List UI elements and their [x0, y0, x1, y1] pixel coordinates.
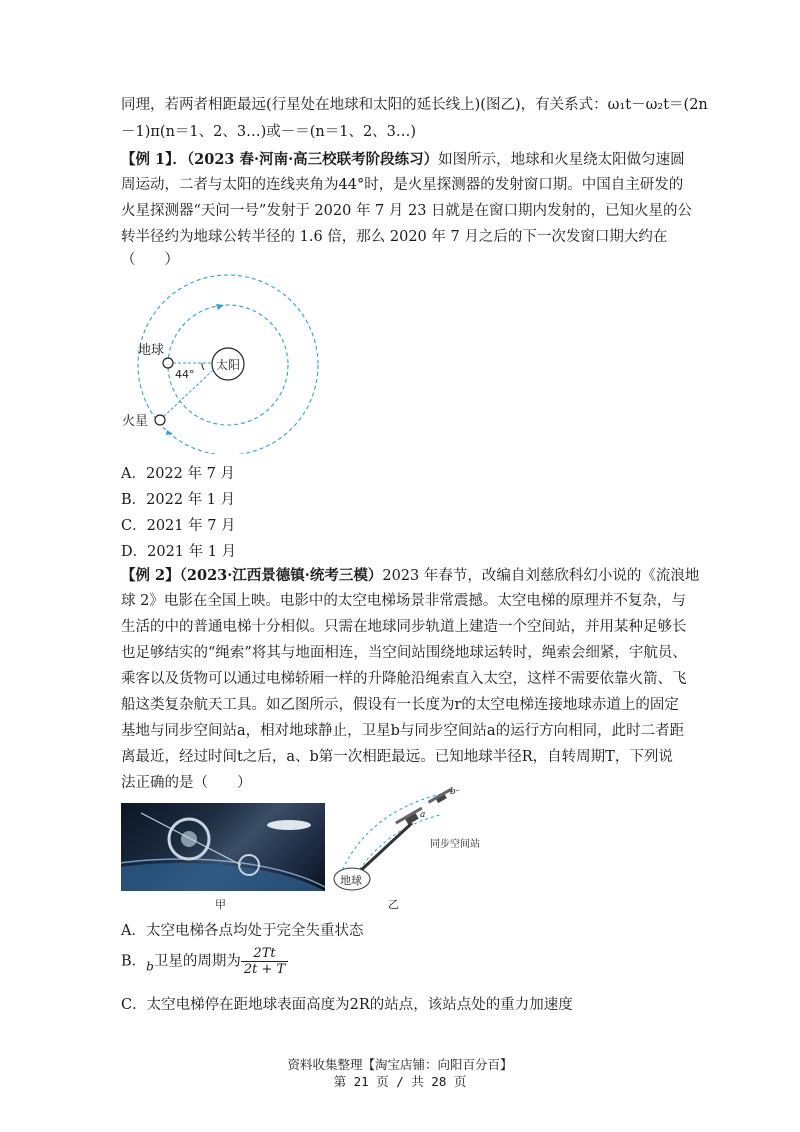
sun-label: 太阳 — [216, 358, 241, 372]
example2-option-b — [121, 946, 288, 977]
footer-source: 资料收集整理【淘宝店铺：向阳百分百】 — [287, 1057, 513, 1072]
example2-line-1 — [121, 566, 700, 586]
example1-line-2: 周运动，二者与太阳的连线夹角为44°时，是火星探测器的发射窗口期。中国自主研发的 — [121, 177, 684, 193]
option-b-text: 卫星的周期为 — [153, 953, 241, 970]
earth-orbit-arrow — [216, 304, 224, 310]
example2-line-8: 离最近，经过时间t之后，a、b第一次相距最远。已知地球半径R，自转周期T，下列说 — [121, 749, 673, 765]
mars-label: 火星 — [122, 414, 149, 429]
a-label: a — [420, 810, 426, 820]
mars-orbit-arrow — [166, 430, 173, 435]
station-label: 同步空间站 — [430, 839, 480, 850]
example2-line-6: 船这类复杂航天工具。如乙图所示，假设有一长度为r的太空电梯连接地球赤道上的固定 — [121, 697, 679, 713]
example2-option-a: A．太空电梯各点均处于完全失重状态 — [121, 923, 364, 939]
example2-tag: 【例 2】（2023·江西景德镇·统考三模） — [121, 567, 383, 584]
space-elevator-photo — [121, 803, 325, 891]
example2-line-2: 球 2》电影在全国上映。电影中的太空电梯场景非常震撼。太空电梯的原理并不复杂，与 — [121, 593, 686, 609]
example1-line-4: 转半径约为地球公转半径的 1.6 倍，那么 2020 年 7 月之后的下一次发窗口期大约在 — [121, 229, 668, 245]
example2-line-7: 基地与同步空间站a，相对地球静止，卫星b与同步空间站a的运行方向相同，此时二者距 — [121, 723, 685, 739]
station-truss — [141, 813, 241, 865]
example1-blank: （ ） — [121, 252, 179, 268]
intro-line-1: 同理，若两者相距最远(行星处在地球和太阳的延长线上)(图乙)，有关系式：ω₁t－ω₂t＝(2n — [121, 97, 708, 113]
spacecraft — [267, 820, 311, 830]
example2-line-4: 也足够结实的“绳索”将其与地面相连，当空间站围绕地球运转时，绳索会细紧，宇航员、 — [121, 645, 687, 661]
option-b-numerator: 2Tt — [241, 946, 288, 962]
example1-option-d: D．2021 年 1 月 — [121, 544, 237, 560]
earth-horizon — [121, 863, 325, 891]
mars-dot — [155, 415, 165, 425]
option-b-var: b — [146, 959, 154, 974]
example1-option-a: A．2022 年 7 月 — [121, 466, 235, 482]
angle-arc — [202, 363, 204, 370]
earth-dot — [163, 358, 173, 368]
option-b-prefix: B． — [121, 953, 147, 970]
example1-line-1 — [121, 150, 685, 170]
example1-line-1-text: 如图所示，地球和火星绕太阳做匀速圆 — [438, 152, 685, 168]
example2-line-5: 乘客以及货物可以通过电梯轿厢一样的升降舱沿绳索直入太空，这样不需要依靠火箭、飞 — [121, 671, 687, 687]
option-b-denominator: 2t + T — [243, 962, 286, 977]
figure-jia-caption: 甲 — [215, 898, 226, 911]
space-elevator-diagram — [330, 785, 530, 897]
example2-line-9: 法正确的是（ ） — [121, 775, 252, 791]
station-hub — [181, 831, 197, 847]
intro-line-2: －1)π(n＝1、2、3…)或－＝(n＝1、2、3…) — [121, 124, 417, 140]
option-b-fraction — [241, 946, 288, 977]
example1-option-b: B．2022 年 1 月 — [121, 492, 236, 508]
example2-line-3: 生活的中的普通电梯十分相似。只需在地球同步轨道上建造一个空间站，并用某种足够长 — [121, 619, 687, 635]
example1-option-c: C．2021 年 7 月 — [121, 518, 236, 534]
example1-line-3: 火星探测器“天问一号”发射于 2020 年 7 月 23 日就是在窗口期内发射的，已知火星的公 — [121, 203, 693, 219]
example2-line-1-text: 2023 年春节，改编自刘慈欣科幻小说的《流浪地 — [382, 568, 700, 584]
orbit-diagram — [120, 268, 340, 454]
earth-label: 地球 — [138, 343, 165, 358]
example1-tag: 【例 1】．（2023 春·河南·高三校联考阶段练习） — [121, 151, 439, 168]
footer-page-number: 第 21 页 / 共 28 页 — [333, 1074, 467, 1089]
earth-label-2: 地球 — [340, 874, 362, 887]
figure-yi-caption: 乙 — [388, 898, 399, 911]
photo-illustration — [121, 803, 325, 891]
angle-label: 44° — [175, 368, 195, 381]
elevator-cable — [358, 823, 412, 873]
b-label: b — [450, 787, 456, 797]
example2-option-c: C．太空电梯停在距地球表面高度为2R的站点，该站点处的重力加速度 — [121, 997, 573, 1013]
